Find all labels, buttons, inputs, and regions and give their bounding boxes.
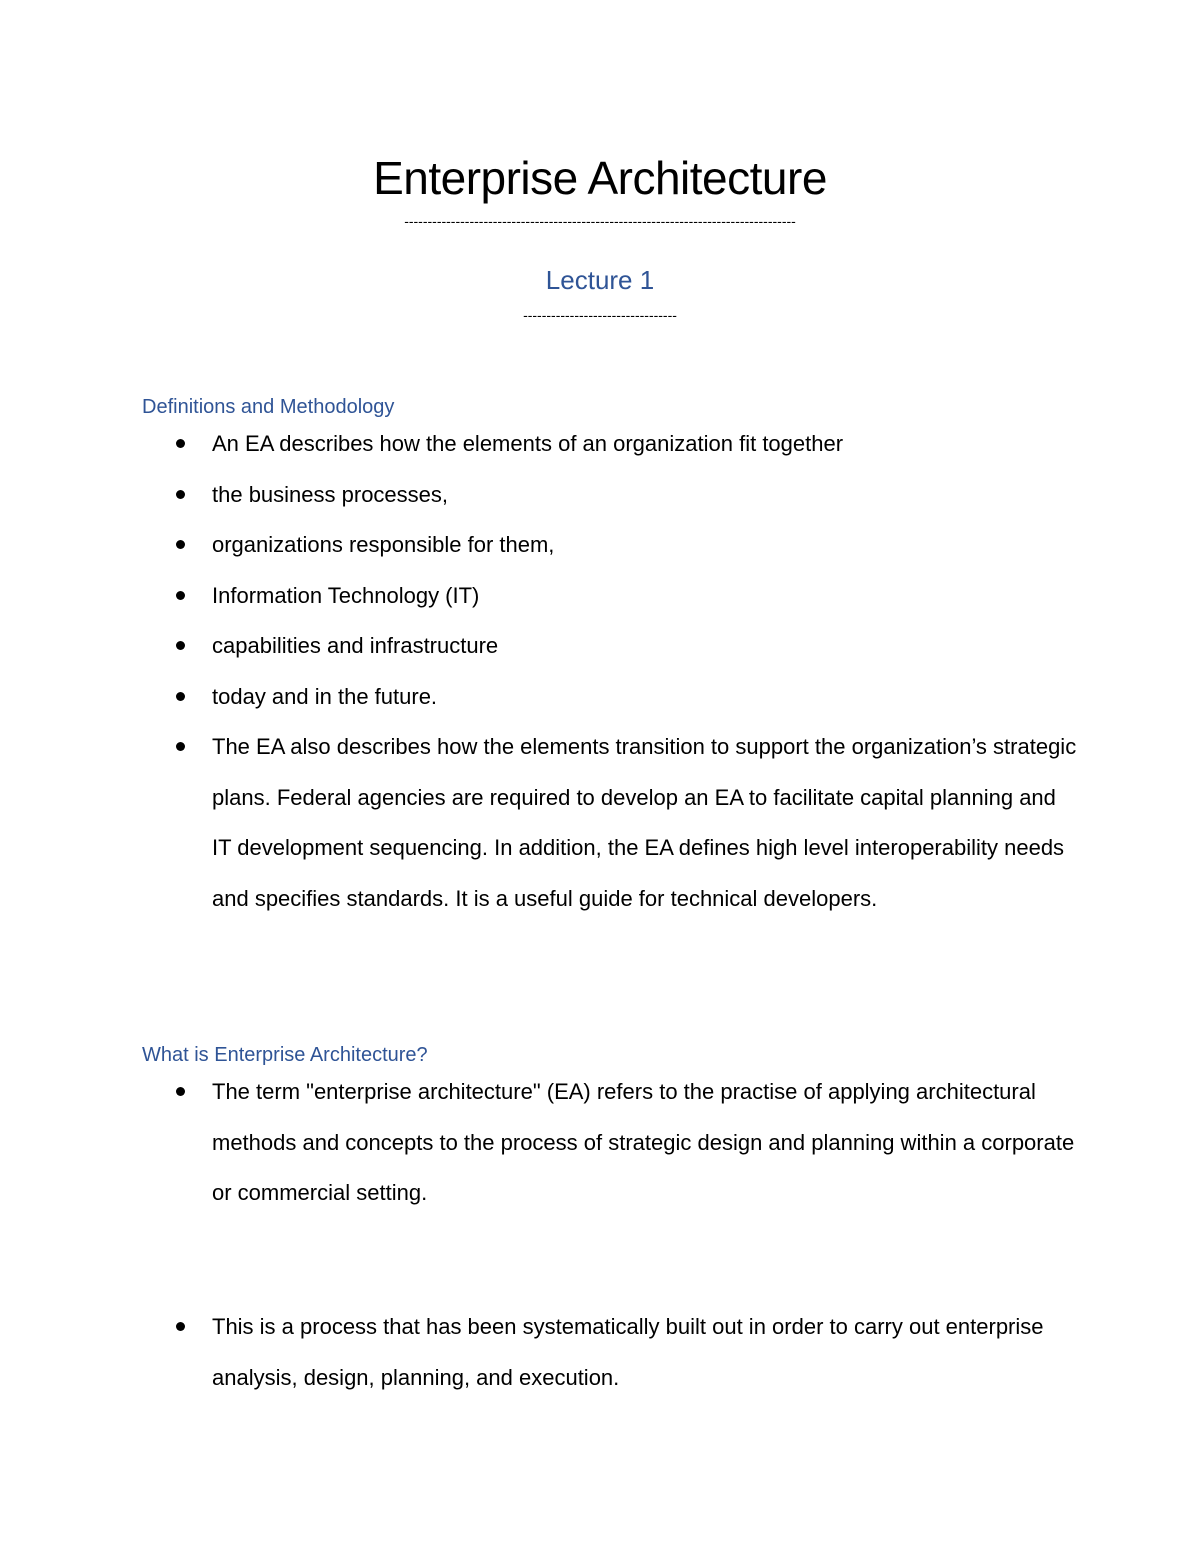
bullet-icon xyxy=(176,439,185,448)
bullet-icon xyxy=(176,1087,185,1096)
list-item: An EA describes how the elements of an organization fit together xyxy=(0,419,1200,470)
definitions-list xyxy=(0,419,1200,924)
section-heading-definitions: Definitions and Methodology xyxy=(142,396,395,418)
list-item: Information Technology (IT) xyxy=(0,571,1200,622)
bullet-icon xyxy=(176,742,185,751)
list-item: The EA also describes how the elements transition to support the organization’s strategic plans. Federal agencies are required to develop an EA to facilitate capital planning and IT development sequencing. In addition, the EA defines high level interoperability needs and specifies standards. It is a useful guide for technical developers. xyxy=(0,722,1200,924)
list-item: organizations responsible for them, xyxy=(0,520,1200,571)
title-divider: ------------------------------------------------------------------------------------ xyxy=(404,213,796,229)
list-item: today and in the future. xyxy=(0,672,1200,723)
bullet-icon xyxy=(176,591,185,600)
list-item: The term "enterprise architecture" (EA) refers to the practise of applying architectural methods and concepts to the process of strategic design and planning within a corporate or commercial setting. xyxy=(0,1067,1200,1219)
list-item: This is a process that has been systematically built out in order to carry out enterprise analysis, design, planning, and execution. xyxy=(0,1302,1200,1403)
lecture-subtitle: Lecture 1 xyxy=(545,265,655,295)
bullet-icon xyxy=(176,490,185,499)
lecture-divider: --------------------------------- xyxy=(523,307,677,323)
what-is-ea-list xyxy=(0,1067,1200,1219)
bullet-icon xyxy=(176,540,185,549)
document-title: Enterprise Architecture xyxy=(373,152,827,204)
section-heading-what-is-ea: What is Enterprise Architecture? xyxy=(142,1044,428,1066)
list-item: capabilities and infrastructure xyxy=(0,621,1200,672)
bullet-icon xyxy=(176,692,185,701)
what-is-ea-list-continued xyxy=(0,1302,1200,1403)
list-item: the business processes, xyxy=(0,470,1200,521)
bullet-icon xyxy=(176,641,185,650)
bullet-icon xyxy=(176,1322,185,1331)
